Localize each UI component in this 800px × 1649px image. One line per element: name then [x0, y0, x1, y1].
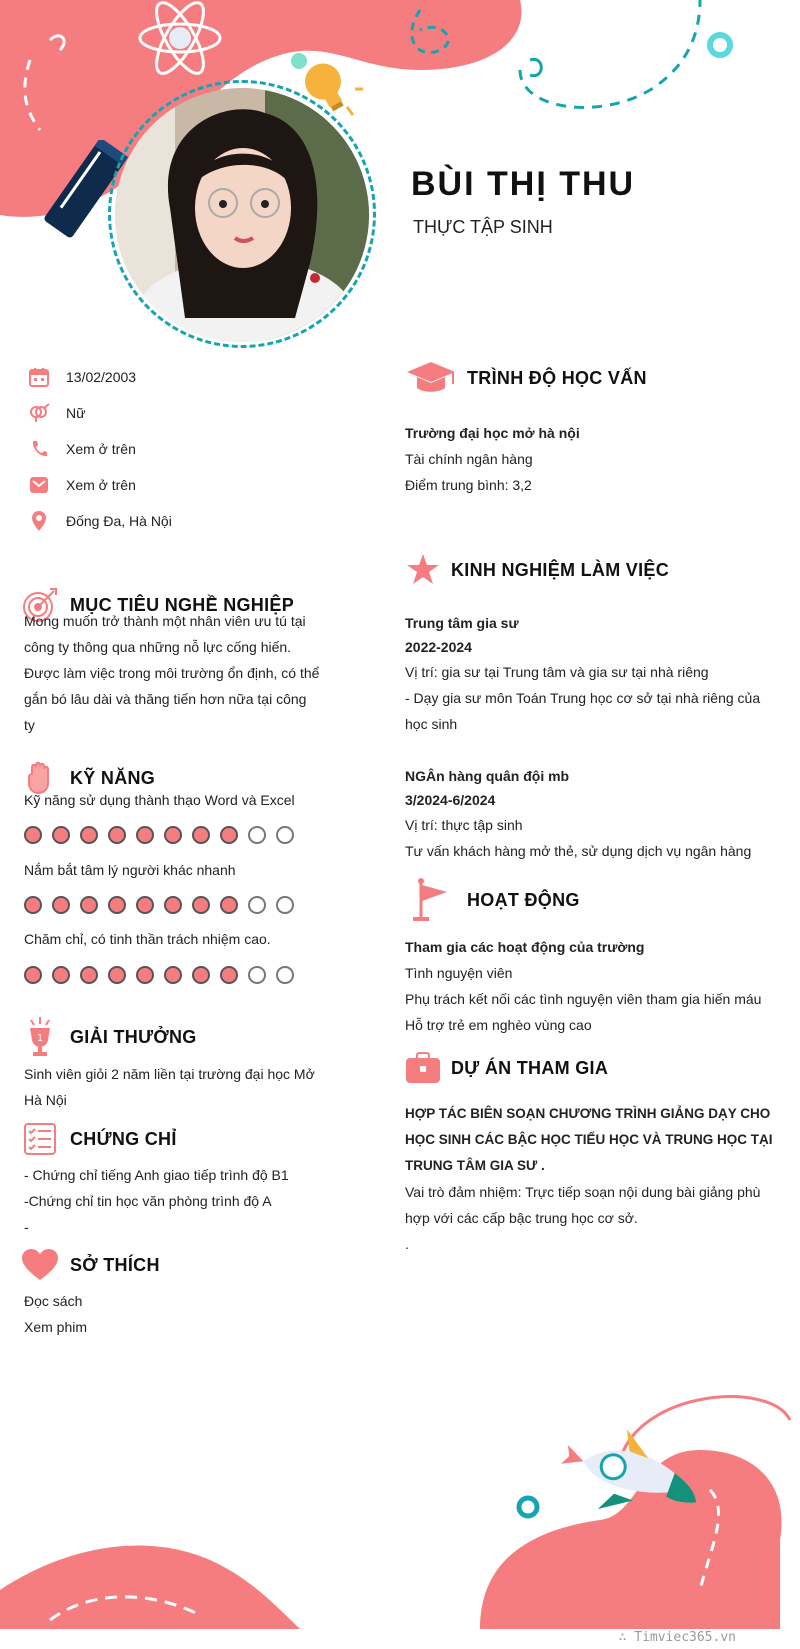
- awards-heading: 1 GIẢI THƯỞNG: [20, 1017, 197, 1057]
- skill-rating-3: [24, 966, 304, 984]
- footer-decoration-left: [0, 1520, 310, 1629]
- rating-dot-filled: [136, 896, 154, 914]
- profile-name: BÙI THỊ THU: [411, 165, 636, 203]
- rating-dot-filled: [108, 826, 126, 844]
- projects-details: HỢP TÁC BIÊN SOẠN CHƯƠNG TRÌNH GIẢNG DẠY CHO HỌC SINH CÁC BẬC HỌC TIỂU HỌC VÀ TRUNG HỌC TẠI TRUNG TÂM GIA SƯ . Vai trò đảm nhiệm: Trực tiếp soạn nội dung bài giảng phù hợp với các cấp bậc trung học cơ sở. .: [405, 1101, 790, 1257]
- objective-heading: MỤC TIÊU NGHỀ NGHIỆP: [20, 585, 294, 625]
- rating-dot-filled: [24, 826, 42, 844]
- address-text: Đống Đa, Hà Nội: [66, 513, 172, 529]
- education-details: [405, 420, 775, 498]
- skills-heading: KỸ NĂNG: [20, 758, 155, 798]
- hobbies-heading: SỞ THÍCH: [20, 1245, 160, 1285]
- heart-icon: [20, 1245, 60, 1285]
- contact-birthday: [28, 363, 328, 391]
- phone-icon: [28, 438, 50, 460]
- rating-dot-empty: [248, 896, 266, 914]
- awards-text: Sinh viên giỏi 2 năm liền tại trường đại học Mở Hà Nội: [24, 1066, 315, 1108]
- rating-dot-filled: [220, 966, 238, 984]
- rating-dot-filled: [192, 966, 210, 984]
- phone-text: Xem ở trên: [66, 441, 136, 457]
- trophy-icon: [20, 1017, 60, 1057]
- certificates-text: - Chứng chỉ tiếng Anh giao tiếp trình độ B1 -Chứng chỉ tin học văn phòng trình độ A -: [24, 1167, 289, 1235]
- gender-icon: [28, 402, 50, 424]
- rating-dot-filled: [164, 966, 182, 984]
- svg-text:1: 1: [36, 1033, 44, 1044]
- rating-dot-empty: [276, 896, 294, 914]
- gender-text: Nữ: [66, 405, 86, 421]
- contact-address: [28, 507, 328, 535]
- rating-dot-filled: [108, 896, 126, 914]
- rating-dot-filled: [80, 826, 98, 844]
- rating-dot-filled: [52, 896, 70, 914]
- rating-dot-filled: [24, 966, 42, 984]
- skill-label-2: Nắm bắt tâm lý người khác nhanh: [24, 862, 236, 878]
- certificates-heading: CHỨNG CHỈ: [20, 1119, 177, 1159]
- skill-rating-2: [24, 896, 304, 914]
- contact-phone: [28, 435, 328, 463]
- skill-label-1: Kỹ năng sử dụng thành thạo Word và Excel: [24, 792, 295, 808]
- mail-icon: [28, 474, 50, 496]
- avatar: [115, 88, 369, 342]
- rating-dot-filled: [52, 826, 70, 844]
- project-title-line: HỢP TÁC BIÊN SOẠN CHƯƠNG TRÌNH GIẢNG DẠY CHO: [405, 1106, 771, 1121]
- project-title-line: HỌC SINH CÁC BẬC HỌC TIỂU HỌC VÀ TRUNG HỌC TẠI: [405, 1132, 773, 1147]
- watermark: ∴ Timviec365.vn: [618, 1630, 736, 1645]
- activities-details: Tham gia các hoạt động của trường Tình nguyện viên Phụ trách kết nối các tình nguyện viên tham gia hiến máu Hỗ trợ trẻ em nghèo vùng cao: [405, 934, 785, 1038]
- skill-rating-1: [24, 826, 304, 844]
- project-title-line: TRUNG TÂM GIA SƯ .: [405, 1158, 545, 1173]
- rating-dot-filled: [192, 896, 210, 914]
- rating-dot-filled: [80, 966, 98, 984]
- experience-heading: KINH NGHIỆM LÀM VIỆC: [405, 550, 669, 590]
- education-school: Trường đại học mở hà nội: [405, 425, 580, 441]
- projects-heading: DỰ ÁN THAM GIA: [405, 1048, 608, 1088]
- experience-job-1: Trung tâm gia sư 2022-2024 Vị trí: gia sư tại Trung tâm và gia sư tại nhà riêng - Dạy gia sư môn Toán Trung học cơ sở tại nhà riêng của học sinh: [405, 611, 785, 737]
- hobbies-text: Đọc sách Xem phim: [24, 1293, 88, 1335]
- birthday-text: 13/02/2003: [66, 369, 137, 385]
- rating-dot-filled: [192, 826, 210, 844]
- rating-dot-empty: [248, 966, 266, 984]
- rating-dot-empty: [276, 966, 294, 984]
- contact-email: [28, 471, 328, 499]
- job-company: Trung tâm gia sư: [405, 615, 519, 631]
- job-period: 3/2024-6/2024: [405, 792, 496, 808]
- rating-dot-filled: [52, 966, 70, 984]
- location-icon: [28, 510, 50, 532]
- rocket-icon: [560, 1425, 710, 1535]
- job-period: 2022-2024: [405, 639, 472, 655]
- profile-title: THỰC TẬP SINH: [413, 217, 553, 237]
- education-gpa: Điểm trung bình: 3,2: [405, 477, 532, 493]
- calendar-icon: [28, 366, 50, 388]
- rating-dot-filled: [136, 966, 154, 984]
- education-heading: TRÌNH ĐỘ HỌC VẤN: [405, 358, 647, 398]
- rating-dot-filled: [220, 896, 238, 914]
- rating-dot-filled: [80, 896, 98, 914]
- atom-icon: [135, 0, 225, 80]
- rating-dot-filled: [108, 966, 126, 984]
- activities-heading: HOẠT ĐỘNG: [405, 880, 580, 920]
- rating-dot-filled: [24, 896, 42, 914]
- flag-icon: [405, 880, 457, 920]
- star-icon: [405, 550, 441, 590]
- rating-dot-filled: [164, 896, 182, 914]
- objective-text: Mong muốn trở thành một nhân viên ưu tú tại công ty thông qua những nỗ lực cống hiến. Được làm việc trong môi trường ổn định, có thể gắn bó lâu dài và thăng tiến hơn nữa tại công ty: [24, 613, 320, 733]
- graduation-cap-icon: [405, 358, 457, 398]
- rating-dot-filled: [220, 826, 238, 844]
- rating-dot-empty: [276, 826, 294, 844]
- email-text: Xem ở trên: [66, 477, 136, 493]
- skill-label-3: Chăm chỉ, có tinh thần trách nhiệm cao.: [24, 931, 271, 947]
- briefcase-icon: [405, 1048, 441, 1088]
- rating-dot-empty: [248, 826, 266, 844]
- experience-job-2: NGÂn hàng quân đội mb 3/2024-6/2024 Vị trí: thực tập sinh Tư vấn khách hàng mở thẻ, sử dụng dịch vụ ngân hàng: [405, 764, 785, 864]
- activities-title: Tham gia các hoạt động của trường: [405, 939, 645, 955]
- job-company: NGÂn hàng quân đội mb: [405, 768, 570, 784]
- rating-dot-filled: [164, 826, 182, 844]
- rating-dot-filled: [136, 826, 154, 844]
- contact-gender: [28, 399, 328, 427]
- education-major: Tài chính ngân hàng: [405, 451, 533, 467]
- checklist-icon: [20, 1119, 60, 1159]
